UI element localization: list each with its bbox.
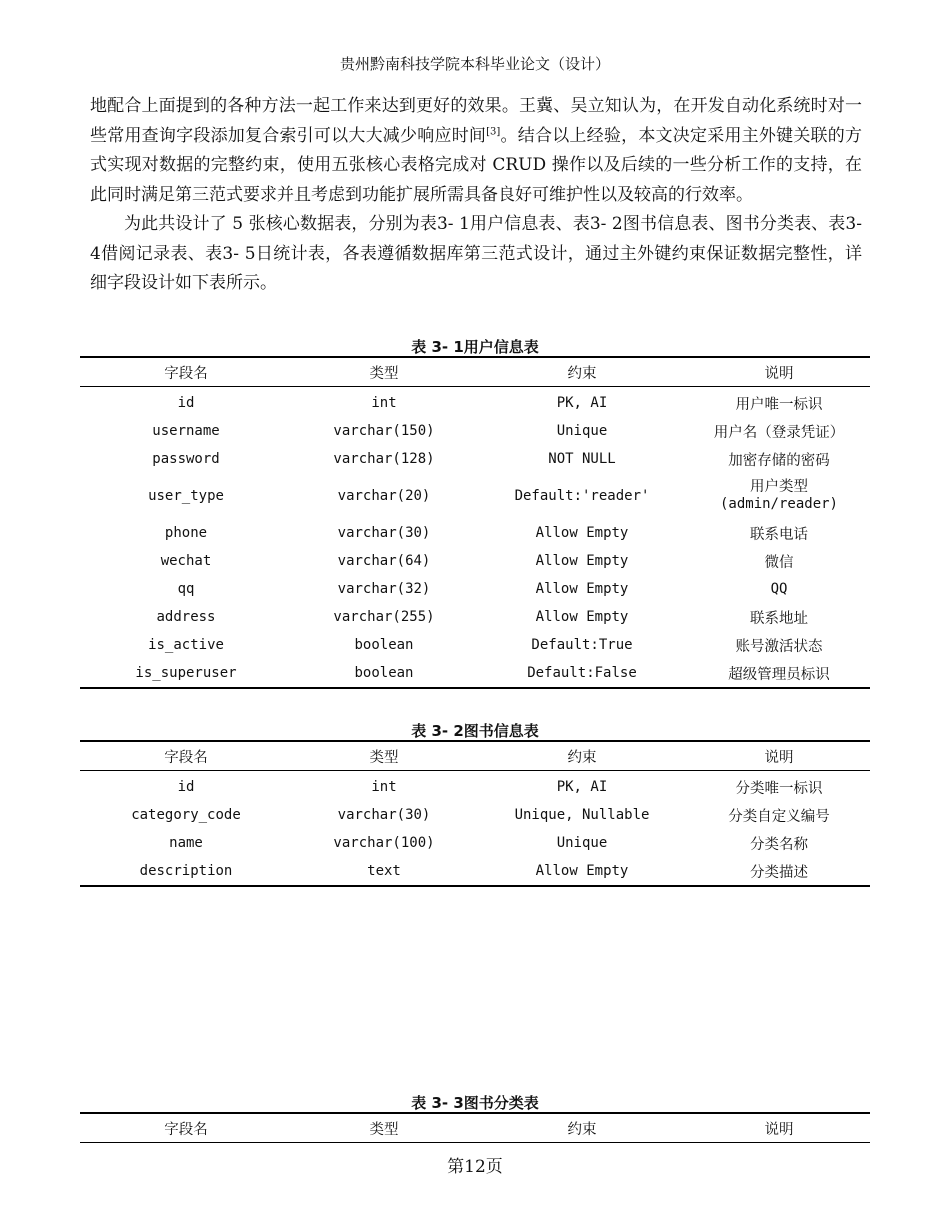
table-2-caption: 表 3- 2图书信息表 [411,722,539,740]
header-cell: 约束 [476,741,688,771]
type-cell: varchar(255) [333,609,435,625]
paragraph-2: 为此共设计了 5 张核心数据表，分别为表3- 1用户信息表、表3- 2图书信息表、图书分类表、表3- 4借阅记录表、表3- 5日统计表，各表遵循数据库第三范式设计，通过主外键约束保证数据完整性，详细字段设计如下表所示。 [90,214,862,293]
table-row [80,659,870,688]
description-cell: 微信 [764,554,794,571]
description-cell: 用户唯一标识 [735,396,823,413]
description-cell: 联系电话 [750,526,808,543]
table-row [80,857,870,886]
description-line-1: 用户类型 [750,479,808,495]
description-cell: 加密存储的密码 [728,452,830,469]
field-name-cell: user_type [148,487,224,504]
description-cell: 联系地址 [750,610,808,627]
table-header-row [80,741,870,771]
type-cell: varchar(20) [337,487,431,504]
description-line-2: (admin/reader) [719,496,838,512]
table-row [80,519,870,547]
field-name-cell: wechat [160,553,212,569]
description-cell: 分类自定义编号 [728,808,830,825]
type-cell: int [371,395,397,411]
table-1-user-info [80,356,870,689]
header-cell: 类型 [292,1113,476,1143]
table-3-book-category [80,1112,870,1143]
description-cell: QQ [770,581,788,597]
description-cell: 分类描述 [688,857,870,886]
header-cell: 字段名 [80,741,292,771]
constraint-cell: PK, AI [556,779,608,795]
field-name-cell: category_code [131,807,241,823]
type-cell: boolean [354,637,414,653]
constraint-cell: Unique [556,423,608,439]
constraint-cell: Allow Empty [535,581,629,597]
constraint-cell: NOT NULL [548,451,616,467]
field-name-cell: description [80,857,292,886]
paragraph-1-part-a: 地配合上面提到的各种方法一起工作来达到更好的效果。王冀、吴立知认为，在开发自动化系统时对一些常用查询字段添加复合索引可以大大减少响应时间 [90,96,862,146]
constraint-cell: Default:'reader' [514,487,650,504]
header-cell: 字段名 [80,357,292,387]
field-name-cell: id [177,395,195,411]
field-name-cell: qq [177,581,195,597]
header-cell: 约束 [476,1113,688,1143]
table-row [80,603,870,631]
type-cell: varchar(128) [333,451,435,467]
table-row [80,473,870,519]
description-cell: 用户名（登录凭证） [713,424,845,441]
description-cell: 分类名称 [750,836,808,853]
table-header-row [80,357,870,387]
constraint-cell: Default:True [531,637,633,653]
table-row [80,631,870,659]
type-cell: varchar(30) [337,807,431,823]
table-row [80,575,870,603]
type-cell: varchar(32) [337,581,431,597]
table-row [80,417,870,445]
table-row [80,829,870,857]
constraint-cell: Default:False [476,659,688,688]
description-cell [688,473,870,519]
header-cell: 类型 [292,741,476,771]
constraint-cell: Allow Empty [535,525,629,541]
header-cell: 说明 [688,357,870,387]
constraint-cell: PK, AI [556,395,608,411]
table-row [80,771,870,802]
table-row [80,547,870,575]
table-row [80,801,870,829]
type-cell: boolean [292,659,476,688]
header-cell: 说明 [688,1113,870,1143]
description-cell: 账号激活状态 [735,638,823,655]
description-cell: 超级管理员标识 [688,659,870,688]
constraint-cell: Allow Empty [535,609,629,625]
field-name-cell: phone [164,525,208,541]
type-cell: text [292,857,476,886]
table-row [80,387,870,418]
page-header: 贵州黔南科技学院本科毕业论文（设计） [339,55,610,73]
type-cell: varchar(100) [333,835,435,851]
field-name-cell: username [152,423,220,439]
table-header-row [80,1113,870,1143]
field-name-cell: id [177,779,195,795]
field-name-cell: password [152,451,220,467]
constraint-cell: Unique, Nullable [514,807,650,823]
header-cell: 说明 [688,741,870,771]
table-3-caption: 表 3- 3图书分类表 [411,1094,539,1112]
constraint-cell: Unique [556,835,608,851]
header-cell: 字段名 [80,1113,292,1143]
header-cell: 约束 [476,357,688,387]
field-name-cell: is_active [148,637,224,653]
constraint-cell: Allow Empty [535,553,629,569]
type-cell: varchar(30) [337,525,431,541]
table-2-book-info [80,740,870,887]
header-cell: 类型 [292,357,476,387]
type-cell: int [371,779,397,795]
page-number: 第12页 [447,1157,503,1177]
table-1-caption: 表 3- 1用户信息表 [411,338,539,356]
paragraph-1 [90,92,862,210]
table-row [80,445,870,473]
citation-ref: [3] [486,125,501,137]
body-text [90,92,862,299]
field-name-cell: address [156,609,216,625]
paragraph-1-part-b: 。结合以上经验，本文决定采用主外键关联的方式实现对数据的完整约束，使用五张核心表格完成对 CRUD 操作以及后续的一些分析工作的支持，在此同时满足第三范式要求并且考虑到功能扩展所需具备良好可维护性以及较高的行效率。 [90,125,863,205]
type-cell: varchar(150) [333,423,435,439]
type-cell: varchar(64) [337,553,431,569]
description-cell: 分类唯一标识 [735,780,823,797]
constraint-cell: Allow Empty [476,857,688,886]
field-name-cell: is_superuser [80,659,292,688]
field-name-cell: name [169,835,203,851]
